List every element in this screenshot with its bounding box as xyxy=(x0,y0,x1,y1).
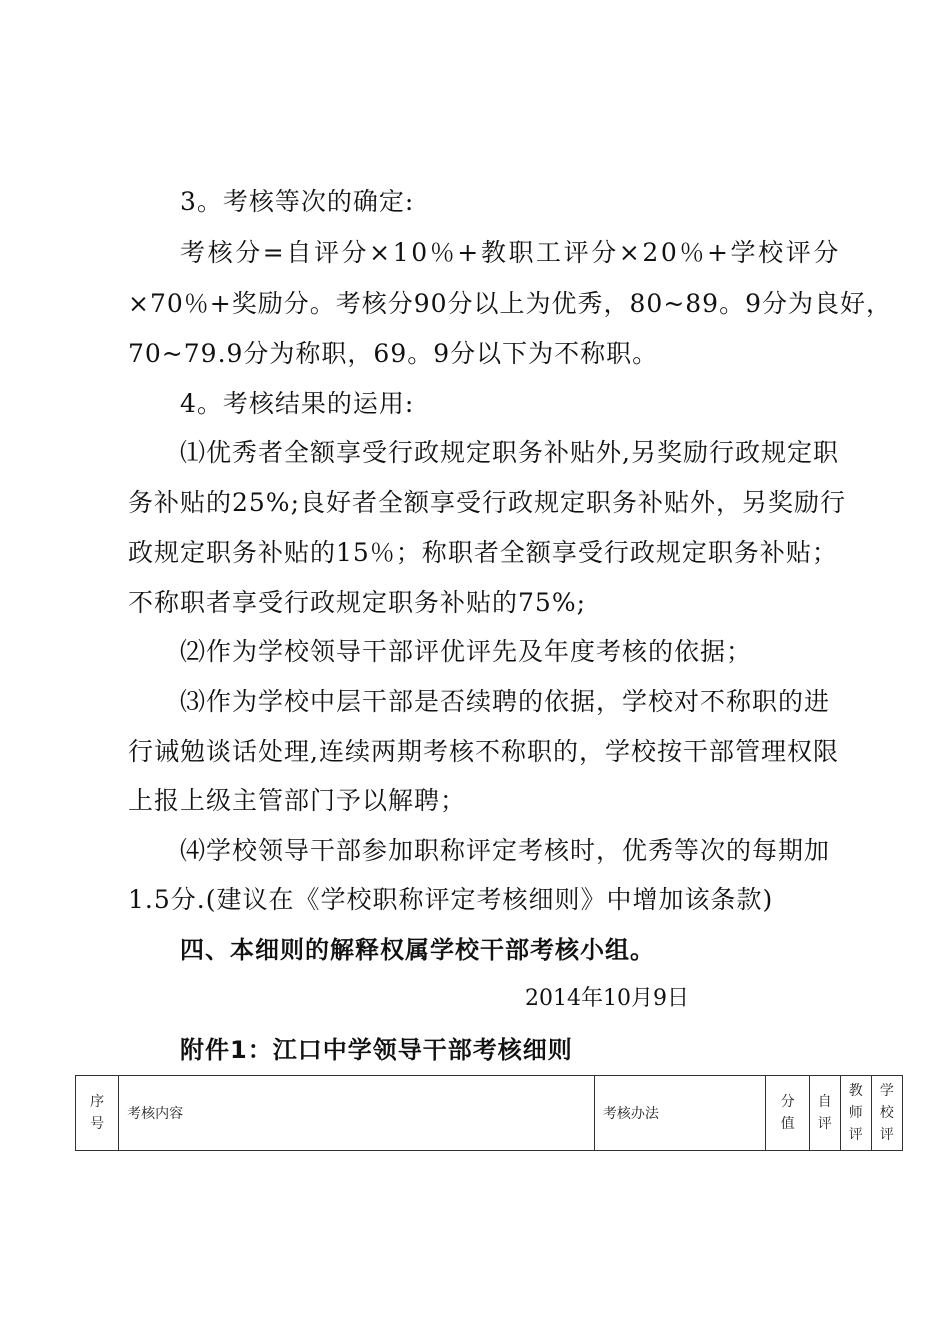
text-line-7: 务补贴的25%;良好者全额享受行政规定职务补贴外，另奖励行 xyxy=(128,488,846,517)
header-teacher-char-3: 评 xyxy=(848,1127,863,1143)
header-self-char-2: 评 xyxy=(817,1116,832,1132)
text-line-10: ⑵作为学校领导干部评优评先及年度考核的依据； xyxy=(180,637,753,666)
header-score-char-2: 值 xyxy=(780,1116,795,1132)
header-teacher xyxy=(840,1076,871,1151)
appendix-title: 附件1：江口中学领导干部考核细则 xyxy=(180,1036,573,1064)
header-seq-char-1: 序 xyxy=(90,1094,105,1110)
header-school-char-1: 学 xyxy=(879,1083,894,1099)
section-heading: 四、本细则的解释权属学校干部考核小组。 xyxy=(180,936,655,964)
text-line-15: 1.5分.(建议在《学校职称评定考核细则》中增加该条款) xyxy=(128,885,774,914)
header-self xyxy=(809,1076,840,1151)
header-score xyxy=(766,1076,809,1151)
text-line-14: ⑷学校领导干部参加职称评定考核时，优秀等次的每期加 xyxy=(180,836,831,865)
header-school-char-2: 校 xyxy=(879,1105,894,1121)
header-school xyxy=(871,1076,902,1151)
header-self-char-1: 自 xyxy=(817,1094,832,1110)
header-content: 考核内容 xyxy=(119,1076,595,1151)
text-line-2: 考核分=自评分×10％+教职工评分×20％+学校评分 xyxy=(180,238,841,267)
header-score-char-1: 分 xyxy=(780,1094,795,1110)
text-line-4: 70~79.9分为称职，69。9分以下为不称职。 xyxy=(128,339,659,368)
text-line-13: 上报上级主管部门予以解聘； xyxy=(128,786,467,815)
text-line-6: ⑴优秀者全额享受行政规定职务补贴外,另奖励行政规定职 xyxy=(180,438,839,467)
text-line-8: 政规定职务补贴的15％；称职者全额享受行政规定职务补贴； xyxy=(128,538,838,567)
assessment-table xyxy=(75,1075,903,1151)
table-header-row xyxy=(76,1076,903,1151)
header-method: 考核办法 xyxy=(594,1076,766,1151)
text-line-12: 行诫勉谈话处理,连续两期考核不称职的，学校按干部管理权限 xyxy=(128,737,839,766)
text-line-1: 3。考核等次的确定: xyxy=(180,187,415,216)
text-line-3: ×70％+奖励分。考核分90分以上为优秀，80~89。9分为良好， xyxy=(128,289,892,318)
header-school-char-3: 评 xyxy=(879,1127,894,1143)
header-teacher-char-2: 师 xyxy=(848,1105,863,1121)
text-line-5: 4。考核结果的运用: xyxy=(180,389,415,418)
document-date: 2014年10月9日 xyxy=(525,986,689,1011)
header-seq xyxy=(76,1076,119,1151)
header-seq-char-2: 号 xyxy=(90,1116,105,1132)
text-line-9: 不称职者享受行政规定职务补贴的75%; xyxy=(128,588,586,617)
header-teacher-char-1: 教 xyxy=(848,1083,863,1099)
text-line-11: ⑶作为学校中层干部是否续聘的依据，学校对不称职的进 xyxy=(180,687,831,716)
